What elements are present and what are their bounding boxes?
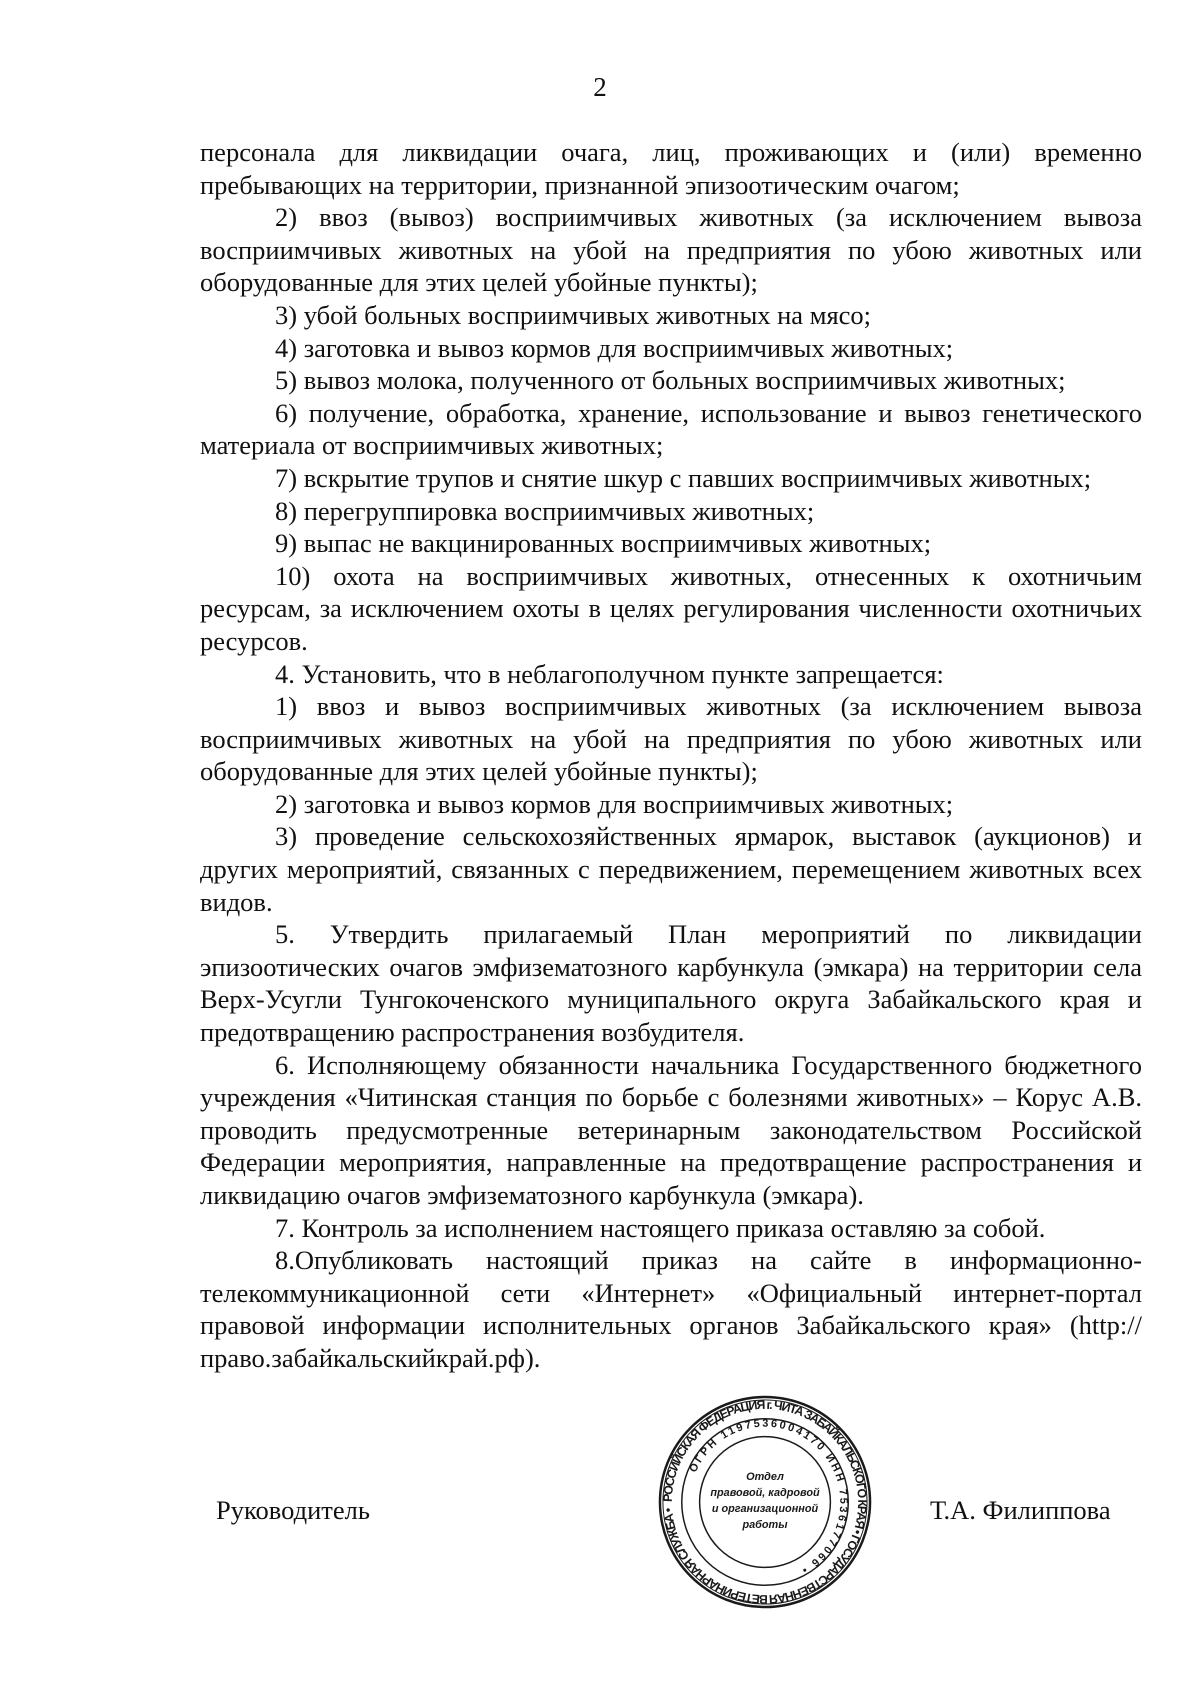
paragraph: 8) перегруппировка восприимчивых животных; (275, 495, 815, 526)
paragraph: персонала для ликвидации очага, лиц, проживающих и (или) временно пребывающих на территории, признанной эпизоотическим очагом; (200, 137, 1142, 200)
signatory-name: Т.А. Филиппова (930, 1495, 1111, 1525)
paragraph: 3) убой больных восприимчивых животных на мясо; (275, 299, 872, 330)
signatory-title: Руководитель (216, 1495, 370, 1525)
document-body (200, 136, 1142, 1375)
svg-text:Отдел: Отдел (746, 1471, 784, 1484)
paragraph: 4) заготовка и вывоз кормов для восприимчивых животных; (275, 332, 954, 363)
svg-text:и организационной: и организационной (711, 1502, 819, 1515)
page-number: 2 (593, 72, 607, 102)
paragraph: 5) вывоз молока, полученного от больных восприимчивых животных; (275, 365, 1066, 396)
paragraph: 3) проведение сельскохозяйственных ярмарок, выставок (аукционов) и других мероприятий, связанных с передвижением, перемещением животных всех видов. (200, 821, 1142, 917)
official-stamp (656, 1393, 874, 1611)
paragraph: 10) охота на восприимчивых животных, отнесенных к охотничьим ресурсам, за исключением охоты в целях регулирования численности охотничьих ресурсов. (200, 560, 1142, 656)
svg-text:правовой, кадровой: правовой, кадровой (710, 1487, 820, 1500)
paragraph: 6) получение, обработка, хранение, использование и вывоз генетического материала от восприимчивых животных; (200, 397, 1142, 461)
paragraph: 6. Исполняющему обязанности начальника Государственного бюджетного учреждения «Читинская станция по борьбе с болезнями животных» – Корус А.В. проводить предусмотренные ветеринарным законодательством Российской Федерации мероприятия, направленные на предотвращение распространения и ликвидацию очагов эмфизематозного карбункула (эмкара). (200, 1049, 1142, 1210)
paragraph: 7. Контроль за исполнением настоящего приказа оставляю за собой. (275, 1212, 1046, 1243)
paragraph: 7) вскрытие трупов и снятие шкур с павших восприимчивых животных; (275, 462, 1092, 493)
paragraph: 2) ввоз (вывоз) восприимчивых животных (за исключением вывоза восприимчивых животных на убой на предприятия по убою животных или оборудованные для этих целей убойные пункты); (200, 202, 1142, 298)
stamp-center-text (710, 1471, 820, 1531)
paragraph: 9) выпас не вакцинированных восприимчивых животных; (275, 528, 932, 559)
paragraph: 2) заготовка и вывоз кормов для восприимчивых животных; (275, 788, 954, 819)
paragraph: 5. Утвердить прилагаемый План мероприятий по ликвидации эпизоотических очагов эмфизематозного карбункула (эмкара) на территории села Верх-Усугли Тунгокоченского муниципального округа Забайкальского края и предотвращению распространения возбудителя. (200, 919, 1142, 1048)
paragraph: 1) ввоз и вывоз восприимчивых животных (за исключением вывоза восприимчивых животных на убой на предприятия по убою животных или оборудованные для этих целей убойные пункты); (200, 691, 1142, 787)
svg-text:работы: работы (742, 1518, 788, 1531)
stamp-inner-text: ОГРН 1197536004170 ИНН 7536177066 • (687, 1417, 850, 1577)
paragraph: 8.Опубликовать настоящий приказ на сайте в информационно-телекоммуникационной сети «Интернет» «Официальный интернет-портал правовой информации исполнительных органов Забайкальского края» (http://право.забайкальскийкрай.рф). (200, 1245, 1142, 1373)
stamp-outer-text: РОССИЙСКАЯ ФЕДЕРАЦИЯ г. ЧИТА ЗАБАЙКАЛЬСКОГО КРАЯ • ГОСУДАРСТВЕННАЯ ВЕТЕРИНАРНАЯ СЛУЖБА • (660, 1397, 870, 1607)
paragraph: 4. Установить, что в неблагополучном пункте запрещается: (275, 658, 944, 689)
